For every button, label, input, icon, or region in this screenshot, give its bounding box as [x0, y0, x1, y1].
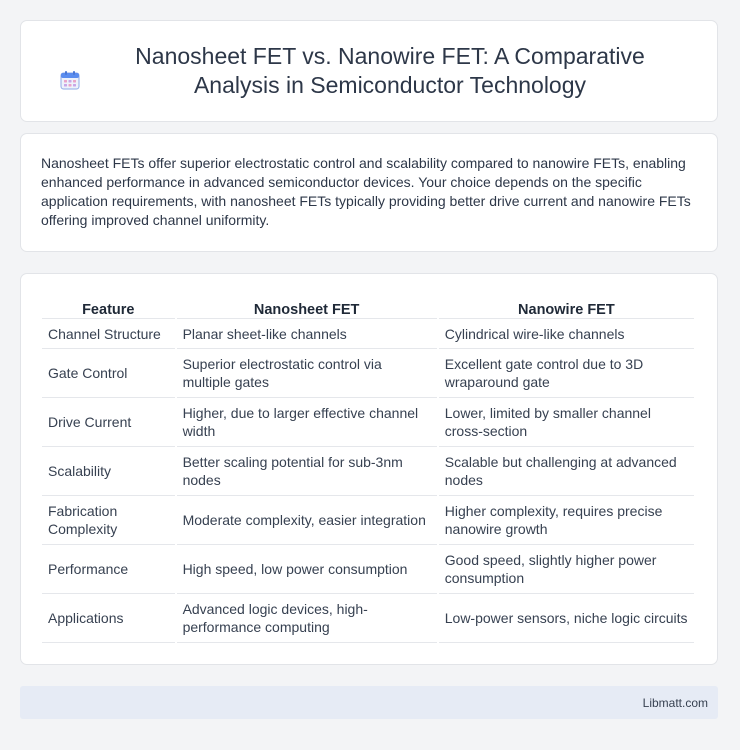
- cell-nanosheet: Better scaling potential for sub-3nm nodes: [177, 447, 437, 496]
- cell-nanowire: Low-power sensors, niche logic circuits: [439, 594, 694, 643]
- title-wrap: [59, 42, 679, 100]
- cell-nanosheet: Superior electrostatic control via multiple gates: [177, 349, 437, 398]
- table-header-row: [42, 296, 694, 319]
- cell-nanowire: Scalable but challenging at advanced nodes: [439, 447, 694, 496]
- table-row: [42, 349, 694, 398]
- cell-feature: Drive Current: [42, 398, 175, 447]
- cell-feature: Applications: [42, 594, 175, 643]
- cell-nanosheet: High speed, low power consumption: [177, 545, 437, 594]
- header-feature: Feature: [42, 296, 175, 319]
- cell-nanowire: Lower, limited by smaller channel cross-section: [439, 398, 694, 447]
- cell-feature: Fabrication Complexity: [42, 496, 175, 545]
- cell-nanosheet: Higher, due to larger effective channel width: [177, 398, 437, 447]
- calendar-icon: [59, 69, 81, 91]
- intro-paragraph: Nanosheet FETs offer superior electrostatic control and scalability compared to nanowire FETs, enabling enhanced performance in advanced semiconductor devices. Your choice depends on the specific application requirements, with nanosheet FETs typically providing better drive current and nanowire FETs offering improved channel uniformity.: [41, 155, 691, 228]
- footer-bar: [20, 686, 718, 719]
- cell-nanowire: Higher complexity, requires precise nanowire growth: [439, 496, 694, 545]
- cell-nanowire: Good speed, slightly higher power consumption: [439, 545, 694, 594]
- cell-nanowire: Excellent gate control due to 3D wraparound gate: [439, 349, 694, 398]
- table-row: [42, 545, 694, 594]
- cell-nanowire: Cylindrical wire-like channels: [439, 319, 694, 349]
- table-row: [42, 594, 694, 643]
- cell-feature: Performance: [42, 545, 175, 594]
- header-nanosheet: Nanosheet FET: [177, 296, 437, 319]
- comparison-card: [20, 273, 718, 665]
- table-row: [42, 447, 694, 496]
- comparison-table: [40, 296, 696, 643]
- page-title: Nanosheet FET vs. Nanowire FET: A Comparative Analysis in Semiconductor Technology: [135, 43, 645, 98]
- table-row: [42, 398, 694, 447]
- cell-feature: Channel Structure: [42, 319, 175, 349]
- table-row: [42, 496, 694, 545]
- intro-card: [20, 133, 718, 252]
- footer-brand[interactable]: Libmatt.com: [642, 695, 708, 710]
- table-row: [42, 319, 694, 349]
- header-nanowire: Nanowire FET: [439, 296, 694, 319]
- title-card: [20, 20, 718, 122]
- cell-feature: Gate Control: [42, 349, 175, 398]
- cell-nanosheet: Advanced logic devices, high-performance computing: [177, 594, 437, 643]
- cell-nanosheet: Planar sheet-like channels: [177, 319, 437, 349]
- cell-nanosheet: Moderate complexity, easier integration: [177, 496, 437, 545]
- cell-feature: Scalability: [42, 447, 175, 496]
